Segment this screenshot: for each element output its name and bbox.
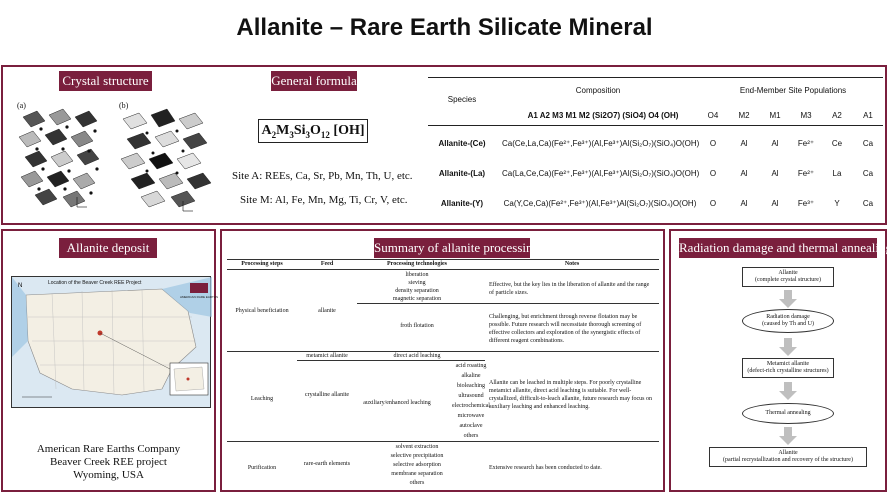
flow-allanite-complete: Allanite (complete crystal structure) [742,267,834,287]
svg-text:N: N [18,283,23,289]
overview-panel [1,65,887,225]
summary-banner: Summary of allanite processing [374,238,530,258]
general-formula-banner: General formula [271,71,357,91]
purification-tech-item: selective adsorption [393,462,441,468]
site-col-header: O4 [707,111,719,120]
aux-tech-item: autoclave [459,423,483,429]
site-cell: Al [740,199,748,208]
note-flotation: Challenging, but enrichment through reverse flotation may be possible. Future research will necessitate thorough screening of effective collectors and exploration of the synergistic effects of different reagent combinations. [489,314,642,344]
site-cell: Ca [862,169,874,178]
aux-tech-item: ultrasound [458,393,484,399]
site-cell: Al [740,139,748,148]
composition-cell: Ca(Y,Ce,Ca)(Fe²⁺,Fe³⁺)(Al,Fe³⁺)Al(Si₂O₇)(SiO₄)O(OH) [503,199,697,208]
feed-rare-earth: rare-earth elements [303,461,351,467]
note-purification: Extensive research has been conducted to date. [489,465,602,471]
crystal-structure-image-a [15,107,107,217]
deposit-banner: Allanite deposit [59,238,157,258]
feed-metamict: metamict allanite [306,353,348,359]
step-physical: Physical beneficiation [235,308,289,314]
site-col-header: M1 [769,111,781,120]
down-arrow-icon [779,338,797,356]
deposit-company: American Rare Earths Company [36,443,181,455]
deposit-project: Beaver Creek REE project [50,456,167,468]
purification-tech-item: solvent extraction [395,444,439,450]
step-leaching: Leaching [250,396,274,402]
species-header: Species [447,95,477,104]
col-technologies: Processing technologies [386,261,448,267]
tech-item: liberation [405,272,429,278]
aux-tech-item: microwave [457,413,485,419]
composition-header: Composition [575,86,621,95]
site-cell: Ce [831,139,843,148]
site-cell: Fe³⁺ [797,199,815,208]
tech-item: density separation [395,288,439,294]
tech-item: sieving [408,280,426,286]
col-notes: Notes [564,261,580,267]
processing-summary-panel [220,229,665,492]
site-m-text: Site M: Al, Fe, Mn, Mg, Ti, Cr, V, etc. [240,194,408,206]
aux-tech-item: alkaline [461,373,481,379]
endmember-header: End-Member Site Populations [739,86,847,95]
radiation-banner: Radiation damage and thermal annealing [679,238,877,258]
tech-auxiliary: auxiliary/enhanced leaching [363,400,431,406]
species-cell: Allanite-(Ce) [438,139,486,148]
crystal-structure-banner: Crystal structure [59,71,152,91]
radiation-panel [669,229,892,492]
flow-allanite-recovered: Allanite (partial recrystallization and recovery of the structure) [709,447,867,467]
feed-allanite: allanite [318,308,336,314]
deposit-panel [1,229,216,492]
site-cell: Al [740,169,748,178]
species-cell: Allanite-(Y) [440,199,484,208]
page-title: Allanite – Rare Earth Silicate Mineral [236,14,653,41]
site-a-text: Site A: REEs, Ca, Sr, Pb, Mn, Th, U, etc. [232,170,413,182]
crystal-structure-image-b [117,107,217,217]
beaver-creek-map [11,276,218,408]
deposit-location: Wyoming, USA [73,469,144,481]
note-physical: Effective, but the key lies in the liberation of allanite and the range of particle sizes. [489,282,650,296]
site-cell: Al [771,199,779,208]
site-col-header: A2 [832,111,842,120]
site-cell: Fe²⁺ [797,139,815,148]
purification-tech-item: selective precipitation [390,453,444,459]
composition-cell: Ca(La,Ce,Ca)(Fe²⁺,Fe³⁺)(Al,Fe³⁺)Al(Si₂O₇)(SiO₄)O(OH) [502,169,700,178]
tech-item: magnetic separation [392,296,442,302]
site-col-header: M3 [800,111,812,120]
figure-label-a: (a) [17,101,26,110]
figure-label-b: (b) [119,101,129,110]
map-logo: AMERICAN RARE EARTHS [180,295,218,299]
down-arrow-icon [779,427,797,445]
aux-tech-item: others [463,433,479,439]
site-cell: Ca [862,199,874,208]
composition-subheader: A1 A2 M3 M1 M2 (Si2O7) (SiO4) O4 (OH) [527,111,679,120]
site-cell: O [709,139,717,148]
map-title: Location of the Beaver Creek REE Project [48,280,142,286]
aux-tech-item: bioleaching [457,383,485,389]
down-arrow-icon [779,382,797,400]
aux-tech-item: acid roasting [455,363,487,369]
col-processing-steps: Processing steps [241,261,283,267]
down-arrow-icon [779,290,797,308]
aux-tech-item: electrochemical [452,403,490,409]
site-cell: Fe²⁺ [797,169,815,178]
site-cell: O [709,169,717,178]
tech-direct-acid: direct acid leaching [393,353,441,359]
general-formula: $A_2M_3Si_3O_{12}$ [OH] [258,119,368,143]
species-cell: Allanite-(La) [438,169,486,178]
step-purification: Purification [247,465,277,471]
composition-cell: Ca(Ce,La,Ca)(Fe²⁺,Fe³⁺)(Al,Fe³⁺)Al(Si₂O₇)(SiO₄)O(OH) [502,139,700,148]
site-cell: Al [771,169,779,178]
feed-crystalline: crystalline allanite [304,392,350,398]
site-cell: La [832,169,842,178]
site-cell: Ca [862,139,874,148]
flow-metamict-allanite: Metamict allanite (defect-rich crystalline structures) [742,358,834,378]
site-cell: Al [771,139,779,148]
flow-radiation-damage: Radiation damage (caused by Th and U) [742,309,834,333]
note-leaching: Allanite can be leached in multiple steps. For poorly crystalline metamict allanite, direct acid leaching is suitable. For well-crystallized, difficult-to-leach allanite, future research may focus on auxiliary leaching and enhanced leaching. [489,380,652,410]
site-col-header: M2 [738,111,750,120]
site-cell: O [709,199,717,208]
col-feed: Feed [320,261,334,267]
site-cell: Y [834,199,840,208]
purification-tech-item: membrane separation [391,471,443,477]
flow-thermal-annealing: Thermal annealing [742,403,834,424]
site-col-header: A1 [863,111,873,120]
tech-froth-flotation: froth flotation [400,323,434,329]
purification-tech-item: others [409,480,425,486]
